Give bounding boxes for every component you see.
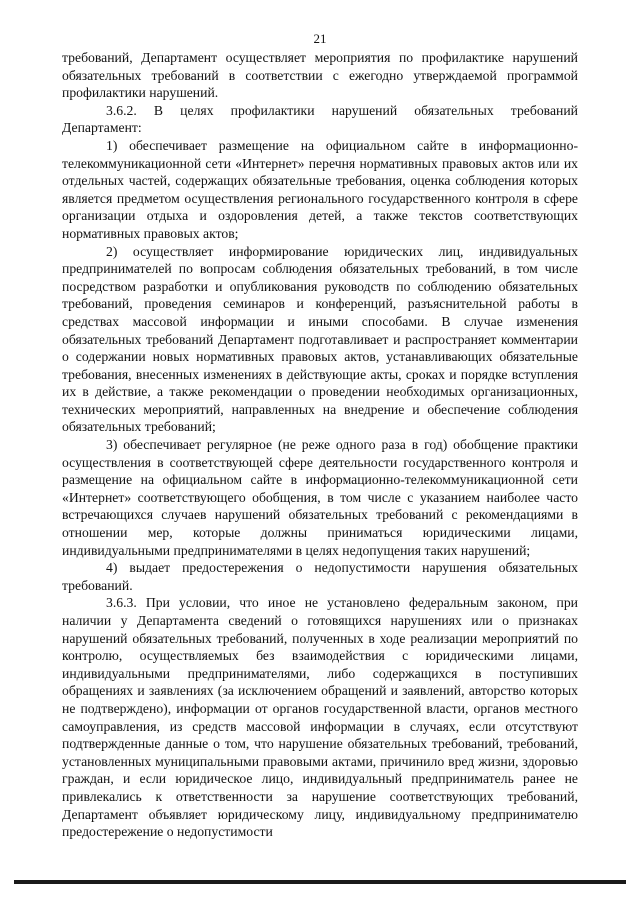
- paragraph-continuation: требований, Департамент осуществляет мероприятия по профилактике нарушений обязательных требований в соответствии с ежегодно утверждаемой программой профилактики нарушений.: [62, 50, 578, 101]
- paragraph-item-3: 3) обеспечивает регулярное (не реже одного раза в год) обобщение практики осуществления в соответствующей сфере деятельности государственного контроля и размещение на официальном сайте в информационно-телекоммуникационной сети «Интернет» соответствующего обобщения, в том числе с указанием наиболее часто встречающихся случаев нарушений обязательных требований с рекомендациями в отношении мер, которые должны приниматься юридическими лицами, индивидуальными предпринимателями в целях недопущения таких нарушений;: [62, 437, 578, 558]
- paragraph-3-6-3: 3.6.3. При условии, что иное не установлено федеральным законом, при наличии у Департамента сведений о готовящихся нарушениях или о признаках нарушений обязательных требований, полученных в ходе реализации мероприятий по контролю, осуществляемых без взаимодействия с юридическими лицами, индивидуальными предпринимателями, либо содержащихся в поступивших обращениях и заявлениях (за исключением обращений и заявлений, авторство которых не подтверждено), информации от органов государственной власти, органов местного самоуправления, из средств массовой информации в случаях, если отсутствуют подтвержденные данные о том, что нарушение обязательных требований, требований, установленных муниципальными правовыми актами, причинило вред жизни, здоровью граждан, и если юридическое лицо, индивидуальный предприниматель ранее не привлекались к ответственности за нарушение соответствующих требований, Департамент объявляет юридическому лицу, индивидуальному предпринимателю предостережение о недопустимости: [62, 595, 578, 840]
- paragraph-item-1: 1) обеспечивает размещение на официальном сайте в информационно-телекоммуникационной сети «Интернет» перечня нормативных правовых актов или их отдельных частей, содержащих обязательные требования, оценка соблюдения которых является предметом осуществления регионального государственного контроля в сфере организации отдыха и оздоровления детей, а также текстов соответствующих нормативных правовых актов;: [62, 137, 578, 241]
- paragraph-item-4: 4) выдает предостережения о недопустимости нарушения обязательных требований.: [62, 560, 578, 593]
- paragraph-item-2: 2) осуществляет информирование юридических лиц, индивидуальных предпринимателей по вопросам соблюдения обязательных требований, в том числе посредством разработки и опубликования руководств по соблюдению обязательных требований, проведения семинаров и конференций, разъяснительной работы в средствах массовой информации и иными способами. В случае изменения обязательных требований Департамент подготавливает и распространяет комментарии о содержании новых нормативных правовых актов, устанавливающих обязательные требования, внесенных изменениях в действующие акты, сроках и порядке вступления их в действие, а также рекомендации о проведении необходимых организационных, технических мероприятий, направленных на внедрение и обеспечение соблюдения обязательных требований;: [62, 243, 578, 435]
- document-body: [62, 49, 578, 841]
- paragraph-3-6-2: 3.6.2. В целях профилактики нарушений обязательных требований Департамент:: [62, 102, 578, 136]
- bottom-scan-edge: [14, 880, 626, 884]
- page-number: 21: [313, 31, 327, 46]
